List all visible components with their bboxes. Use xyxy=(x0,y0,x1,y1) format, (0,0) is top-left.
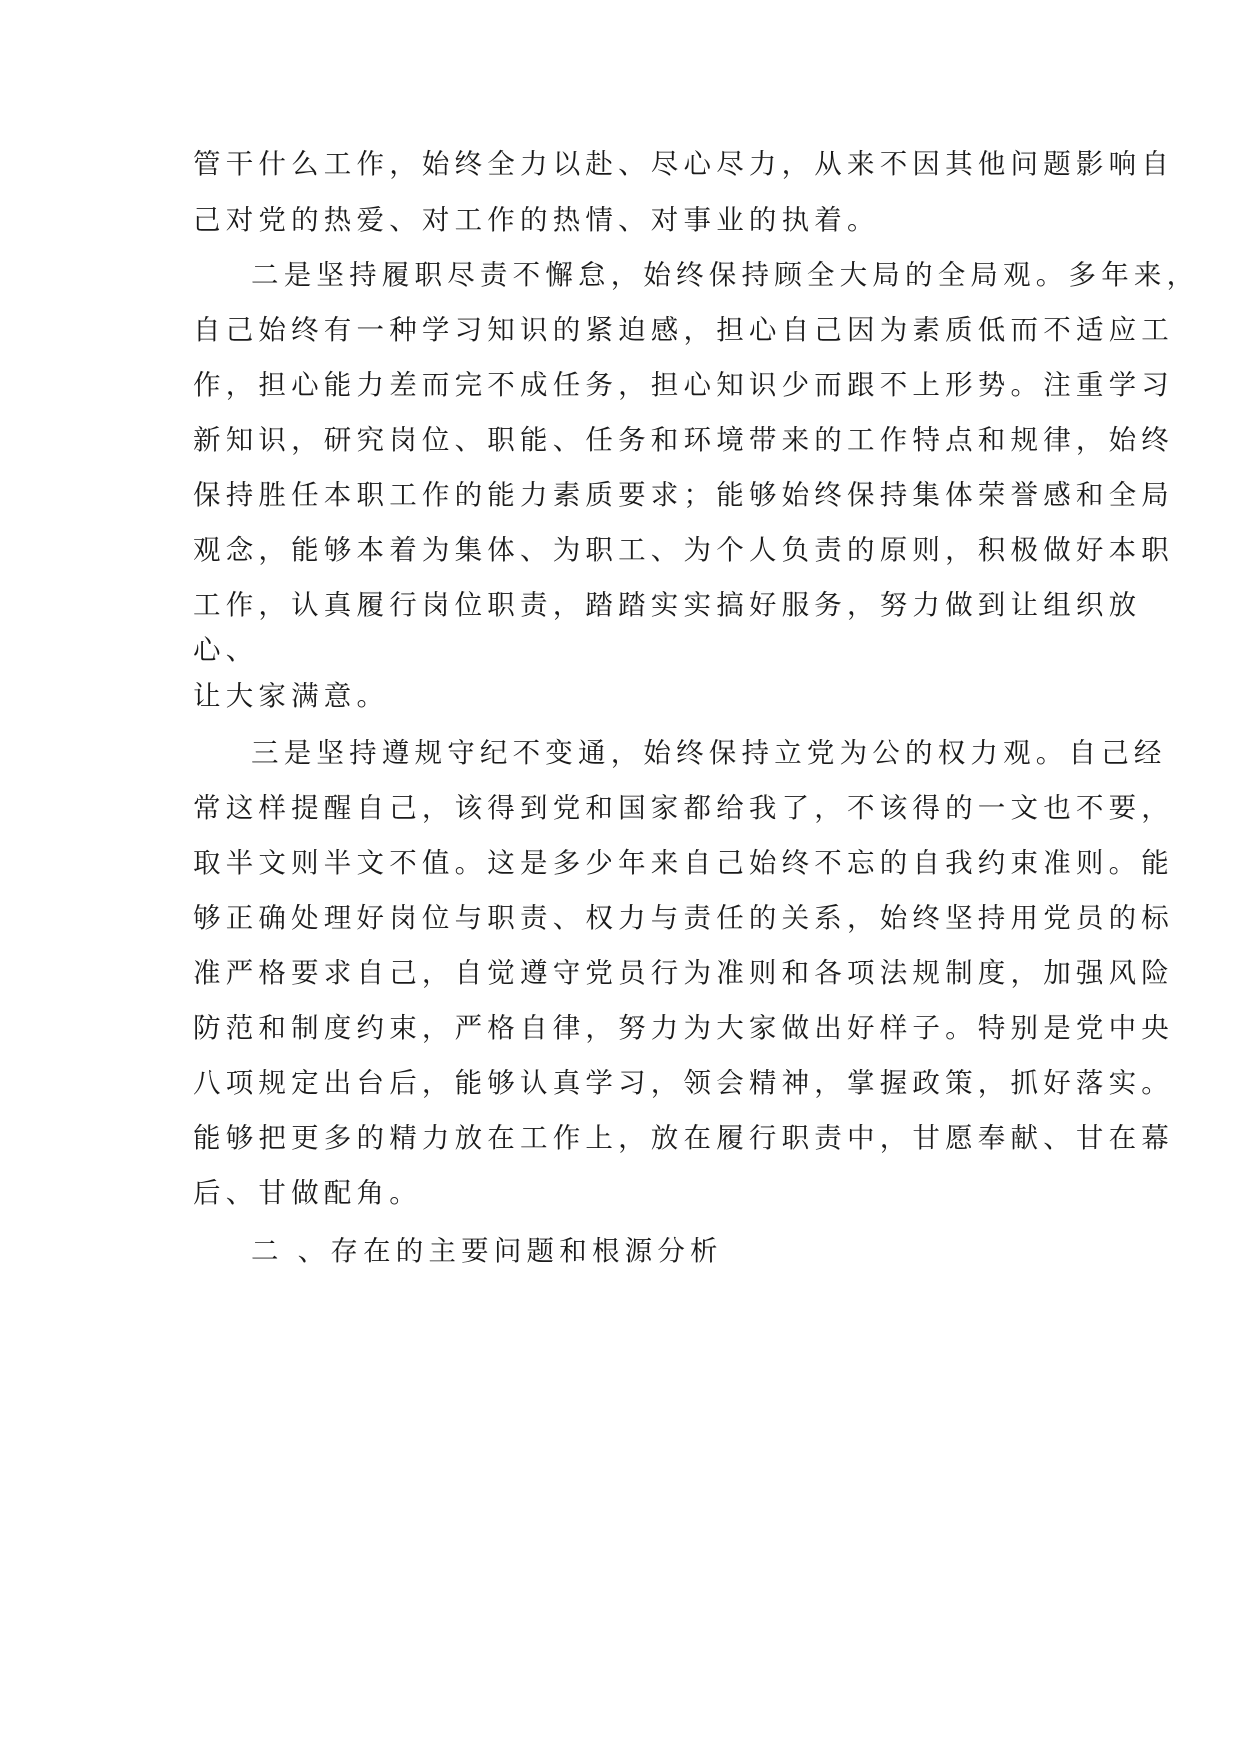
paragraph-line: 管干什么工作，始终全力以赴、尽心尽力，从来不因其他问题影响自 xyxy=(193,148,1174,180)
paragraph-line: 够正确处理好岗位与职责、权力与责任的关系，始终坚持用党员的标 xyxy=(193,902,1174,934)
paragraph-line: 准严格要求自己，自觉遵守党员行为准则和各项法规制度，加强风险 xyxy=(193,957,1174,989)
paragraph-line: 后、甘做配角。 xyxy=(193,1177,422,1209)
paragraph-line: 三是坚持遵规守纪不变通，始终保持立党为公的权力观。自己经 xyxy=(251,737,1167,769)
section-heading: 二 、存在的主要问题和根源分析 xyxy=(251,1235,723,1267)
paragraph-line: 常这样提醒自己，该得到党和国家都给我了，不该得的一文也不要， xyxy=(193,792,1174,824)
paragraph-line: 自己始终有一种学习知识的紧迫感，担心自己因为素质低而不适应工 xyxy=(193,314,1174,346)
paragraph-line: 防范和制度约束，严格自律，努力为大家做出好样子。特别是党中央 xyxy=(193,1012,1174,1044)
paragraph-line: 新知识，研究岗位、职能、任务和环境带来的工作特点和规律，始终 xyxy=(193,424,1174,456)
paragraph-line: 作，担心能力差而完不成任务，担心知识少而跟不上形势。注重学习 xyxy=(193,369,1174,401)
paragraph-line: 观念，能够本着为集体、为职工、为个人负责的原则，积极做好本职 xyxy=(193,534,1174,566)
paragraph-line: 二是坚持履职尽责不懈怠，始终保持顾全大局的全局观。多年来， xyxy=(251,259,1200,291)
paragraph-line: 能够把更多的精力放在工作上，放在履行职责中，甘愿奉献、甘在幕 xyxy=(193,1122,1174,1154)
paragraph-line: 保持胜任本职工作的能力素质要求；能够始终保持集体荣誉感和全局 xyxy=(193,479,1174,511)
paragraph-line: 心、 xyxy=(193,634,259,666)
paragraph-line: 取半文则半文不值。这是多少年来自己始终不忘的自我约束准则。能 xyxy=(193,847,1174,879)
paragraph-line: 让大家满意。 xyxy=(193,680,390,712)
paragraph-line: 己对党的热爱、对工作的热情、对事业的执着。 xyxy=(193,204,880,236)
paragraph-line: 工作，认真履行岗位职责，踏踏实实搞好服务，努力做到让组织放 xyxy=(193,589,1142,621)
paragraph-line: 八项规定出台后，能够认真学习，领会精神，掌握政策，抓好落实。 xyxy=(193,1067,1174,1099)
